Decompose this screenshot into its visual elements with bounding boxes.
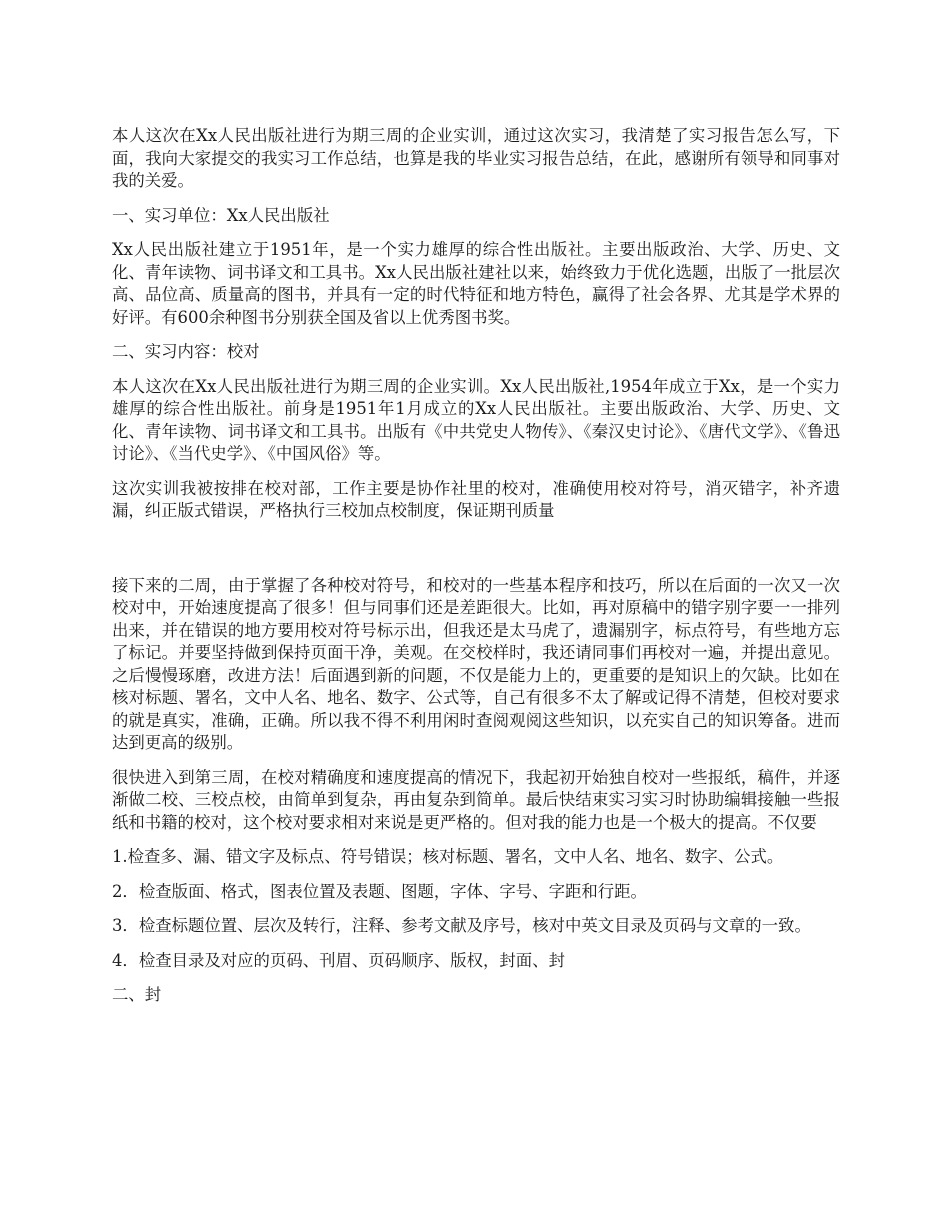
publisher-history-paragraph: 本人这次在Xx人民出版社进行为期三周的企业实训。Xx人民出版社,1954年成立于Xx，是一个实力雄厚的综合性出版社。前身是1951年1月成立的Xx人民出版社。主要出版政治、大学、历史、文化、青年读物、词书译文和工具书。出版有《中共党史人物传》、《秦汉史讨论》、《唐代文学》、《鲁迅讨论》、《当代史学》、《中国风俗》等。 bbox=[112, 376, 840, 463]
publisher-description-paragraph: Xx人民出版社建立于1951年，是一个实力雄厚的综合性出版社。主要出版政治、大学、历史、文化、青年读物、词书译文和工具书。Xx人民出版社建社以来，始终致力于优化选题，出版了一批层次高、品位高、质量高的图书，并具有一定的时代特征和地方特色，赢得了社会各界、尤其是学术界的好评。有600余种图书分别获全国及省以上优秀图书奖。 bbox=[112, 240, 840, 327]
checklist-item-4: 4．检查目录及对应的页码、刊眉、页码顺序、版权，封面、封 bbox=[112, 950, 565, 970]
checklist-item-3: 3．检查标题位置、层次及转行，注释、参考文献及序号，核对中英文目录及页码与文章的一致。 bbox=[112, 916, 811, 935]
third-week-paragraph: 很快进入到第三周，在校对精确度和速度提高的情况下，我起初开始独自校对一些报纸，稿件，并逐渐做二校、三校点校，由简单到复杂，再由复杂到简单。最后快结束实习实习时协助编辑接触一些报纸和书籍的校对，这个校对要求相对来说是更严格的。但对我的能力也是一个极大的提高。不仅要 bbox=[112, 767, 840, 832]
intro-paragraph: 本人这次在Xx人民出版社进行为期三周的企业实训，通过这次实习，我清楚了实习报告怎么写，下面，我向大家提交的我实习工作总结，也算是我的毕业实习报告总结，在此，感谢所有领导和同事对我的关爱。 bbox=[112, 126, 840, 190]
paragraph-gap bbox=[112, 535, 840, 575]
section-heading-internship-unit: 一、实习单位：Xx人民出版社 bbox=[112, 205, 330, 225]
proofreading-assignment-paragraph: 这次实训我被按排在校对部，工作主要是协作社里的校对，准确使用校对符号，消灭错字，补齐遗漏，纠正版式错误，严格执行三校加点校制度，保证期刊质量 bbox=[112, 478, 840, 520]
second-week-paragraph: 接下来的二周，由于掌握了各种校对符号，和校对的一些基本程序和技巧，所以在后面的一次又一次校对中，开始速度提高了很多！但与同事们还是差距很大。比如，再对原稿中的错字别字要一一排列出来，并在错误的地方要用校对符号标示出，但我还是太马虎了，遗漏别字，标点符号，有些地方忘了标记。并要坚持做到保持页面干净，美观。在交校样时，我还请同事们再校对一遍，并提出意见。之后慢慢琢磨，改进方法！后面遇到新的问题，不仅是能力上的，更重要的是知识上的欠缺。比如在核对标题、署名，文中人名、地名、数字、公式等，自己有很多不太了解或记得不清楚，但校对要求的就是真实，准确，正确。所以我不得不利用闲时查阅观阅这些知识，以充实自己的知识筹备。进而达到更高的级别。 bbox=[112, 575, 840, 752]
section-heading-internship-content: 二、实习内容：校对 bbox=[112, 342, 260, 361]
checklist-item-1: 1.检查多、漏、错文字及标点、符号错误；核对标题、署名，文中人名、地名、数字、公式。 bbox=[112, 847, 784, 866]
section-heading-cover: 二、封 bbox=[112, 985, 162, 1004]
checklist-item-2: 2．检查版面、格式，图表位置及表题、图题，字体、字号、字距和行距。 bbox=[112, 881, 647, 901]
